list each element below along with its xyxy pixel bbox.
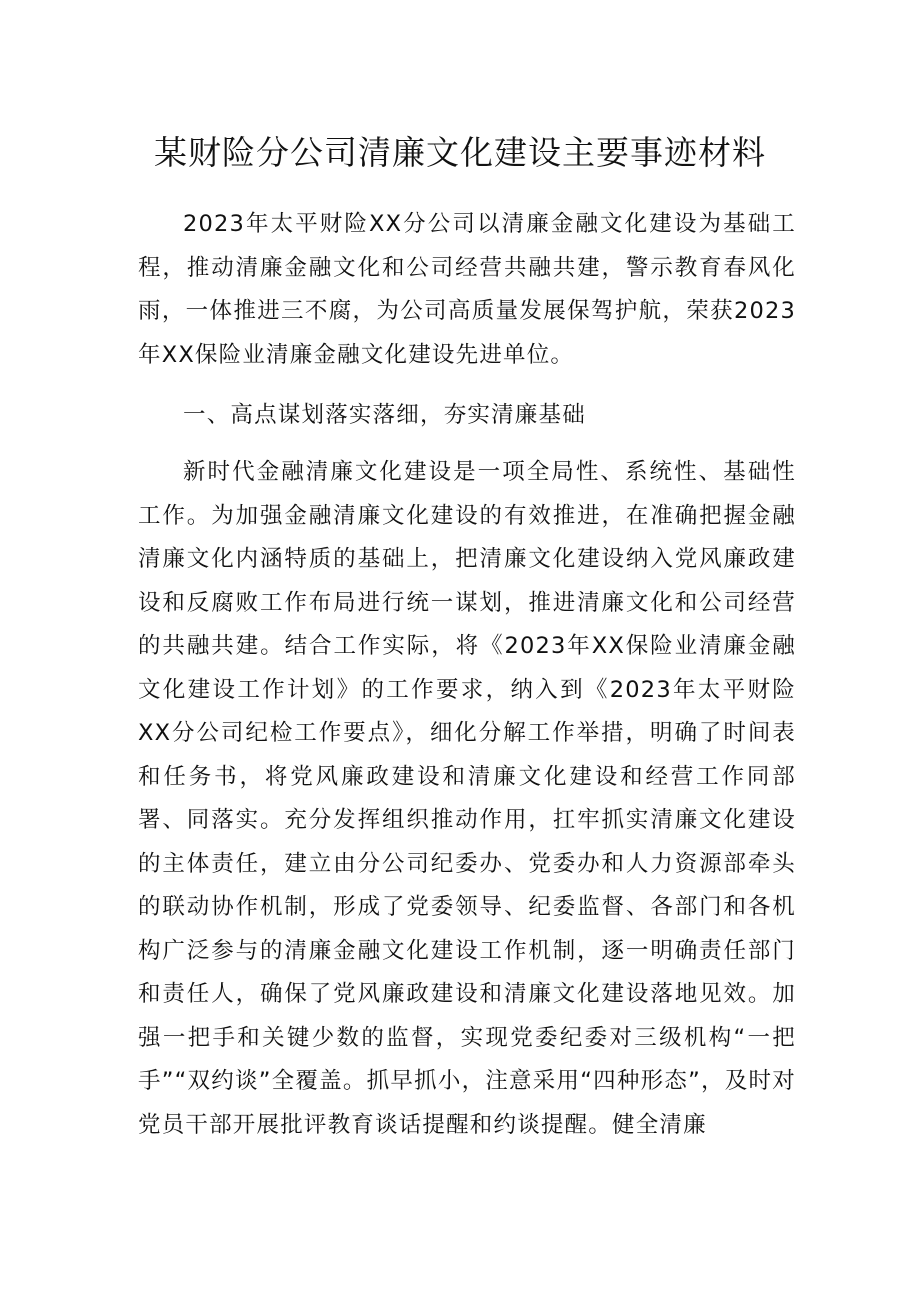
body-paragraph: 新时代金融清廉文化建设是一项全局性、系统性、基础性工作。为加强金融清廉文化建设的有效推进，在准确把握金融清廉文化内涵特质的基础上，把清廉文化建设纳入党风廉政建设和反腐败工作布局进行统一谋划，推进清廉文化和公司经营的共融共建。结合工作实际，将《2023年XX保险业清廉金融文化建设工作计划》的工作要求，纳入到《2023年太平财险XX分公司纪检工作要点》，细化分解工作举措，明确了时间表和任务书，将党风廉政建设和清廉文化建设和经营工作同部署、同落实。充分发挥组织推动作用，扛牢抓实清廉文化建设的主体责任，建立由分公司纪委办、党委办和人力资源部牵头的联动协作机制，形成了党委领导、纪委监督、各部门和各机构广泛参与的清廉金融文化建设工作机制，逐一明确责任部门和责任人，确保了党风廉政建设和清廉文化建设落地见效。加强一把手和关键少数的监督，实现党委纪委对三级机构“一把手”“双约谈”全覆盖。抓早抓小，注意采用“四种形态”，及时对党员干部开展批评教育谈话提醒和约谈提醒。健全清廉 (138, 459, 796, 1138)
intro-paragraph: 2023年太平财险XX分公司以清廉金融文化建设为基础工程，推动清廉金融文化和公司经营共融共建，警示教育春风化雨，一体推进三不腐，为公司高质量发展保驾护航，荣获2023年XX保险业清廉金融文化建设先进单位。 (138, 211, 796, 368)
section-heading: 一、高点谋划落实落细，夯实清廉基础 (183, 402, 586, 428)
document-title: 某财险分公司清廉文化建设主要事迹材料 (154, 133, 766, 172)
